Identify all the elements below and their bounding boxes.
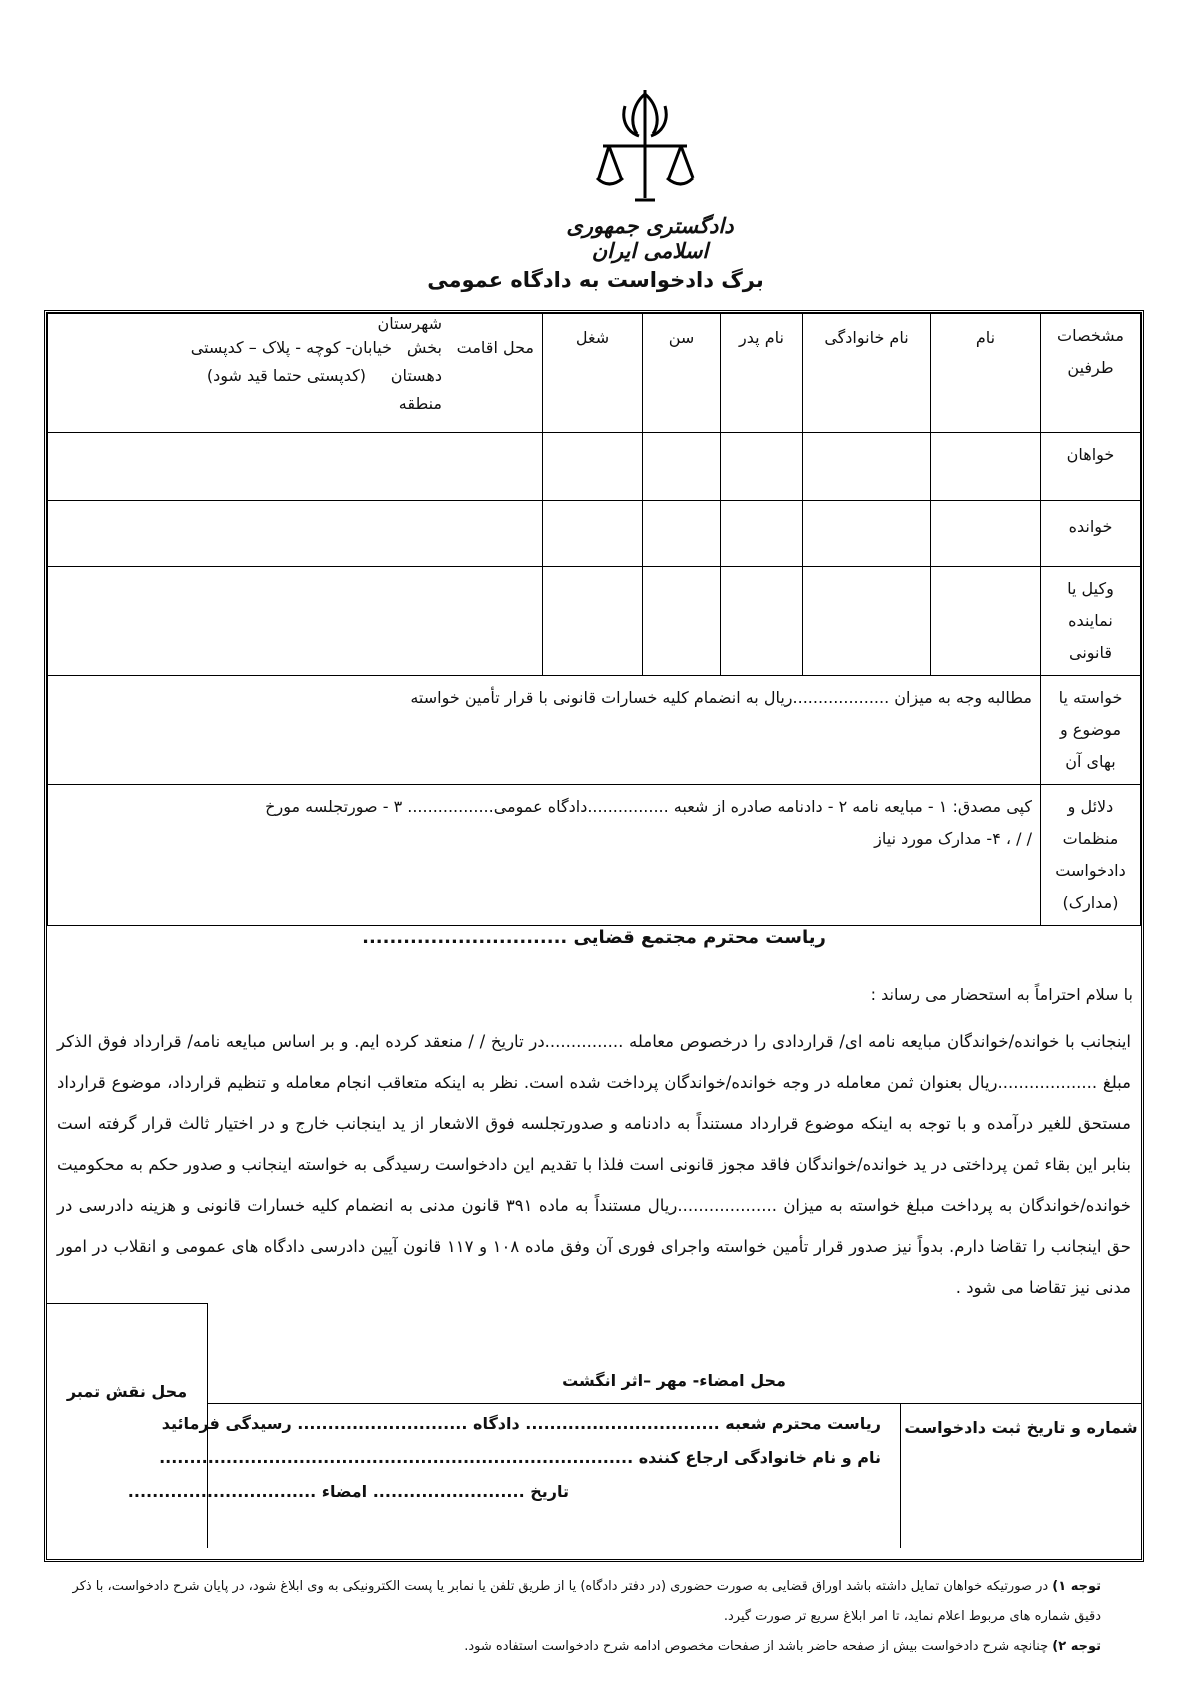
defendant-father-name[interactable] [721, 501, 803, 567]
form-title: برگ دادخواست به دادگاه عمومی [427, 268, 764, 292]
residence-rural: دهستان [390, 366, 442, 385]
attorney-residence[interactable] [48, 567, 543, 676]
evidence-text[interactable] [48, 785, 1041, 926]
referral-line-2: نام و نام خانوادگی ارجاع کننده .............................................................................. [159, 1448, 881, 1467]
footnotes [60, 1572, 1101, 1662]
signature-section [47, 1303, 1141, 1561]
registration-label: شماره و تاریخ ثبت دادخواست [904, 1418, 1138, 1437]
parties-table [47, 313, 1141, 926]
registration-box [900, 1404, 1141, 1548]
evidence-line-2: / / ، ۴- مدارک مورد نیاز [874, 829, 1032, 848]
note-1-label: توجه ۱) [1052, 1579, 1101, 1594]
note-2 [60, 1632, 1101, 1662]
iran-emblem-scales-icon [595, 86, 695, 216]
addressee: ریاست محترم مجتمع قضایی .............................. [362, 927, 826, 948]
parties-header-label: مشخصات طرفین [1041, 314, 1141, 433]
attorney-occupation[interactable] [543, 567, 643, 676]
petition-text[interactable]: اینجانب با خوانده/خواندگان مبایعه نامه ای/ قراردادی را درخصوص معامله ...............در تاریخ / / منعقد کرده ایم. و بر اساس مبایعه نامه/ قرارداد فوق الذکر مبلغ ...................ریال بعنوان ثمن معامله در وجه خوانده/خواندگان پرداخت شده است. نظر به اینکه متعاقب انجام معامله و تنظیم قرارداد، موضوع قرارداد مستحق للغیر درآمده و با توجه به اینکه موضوع قرارداد مستنداً به دادنامه و صدورتجلسه فوق الاشعار از ید اینجانب خارج و در اختیار ثالث قرار گرفته است بنابر این بقاء ثمن پرداختی در ید خوانده/خواندگان فاقد مجوز قانونی است فلذا با تقدیم این دادخواست رسیدگی به خواسته اینجانب و صدور حکم به محکومیت خوانده/خواندگان به پرداخت مبلغ خواسته به میزان ...................ریال مستنداً به ماده ۳۹۱ قانون مدنی به انضمام کلیه خسارات قانونی و هزینه دادرسی در حق اینجانب را تقاضا دارم. بدواً نیز صدور قرار تأمین خواسته واجرای فوری آن وفق ماده ۱۰۸ و ۱۱۷ قانون آیین دادرسی دادگاه های عمومی و انقلاب در امور مدنی نیز تقاضا می شود . [57, 1032, 1132, 1297]
residence-header [48, 314, 543, 433]
evidence-label: دلائل و منظمات دادخواست (مدارک) [1041, 785, 1141, 926]
age-header: سن [643, 314, 721, 433]
residence-district: بخش [406, 338, 442, 357]
residence-region: منطقه [398, 394, 442, 413]
defendant-label: خوانده [1041, 501, 1141, 567]
defendant-residence[interactable] [48, 501, 543, 567]
plaintiff-age[interactable] [643, 433, 721, 501]
note-1-text: در صورتیکه خواهان تمایل داشته باشد اوراق قضایی به صورت حضوری (در دفتر دادگاه) یا از طریق تلفن یا نمابر یا پست الکترونیکی به وی ابلاغ شود، در پایان شرح دادخواست، با ذکر دقیق شماره های مربوط اعلام نماید، تا امر ابلاغ سریع تر صورت گیرد. [72, 1579, 1101, 1624]
residence-street: خیابان- کوچه - پلاک – کدپستی [190, 338, 392, 357]
plaintiff-last-name[interactable] [803, 433, 931, 501]
residence-postal-note: (کدپستی حتما قید شود) [206, 366, 366, 385]
claim-label: خواسته یا موضوع و بهای آن [1041, 676, 1141, 785]
claim-text[interactable]: مطالبه وجه به میزان ...................ریال به انضمام کلیه خسارات قانونی با قرار تأمین خواسته [48, 676, 1041, 785]
evidence-line-1: کپی مصدق: ۱ - مبایعه نامه ۲ - دادنامه صادره از شعبه ................دادگاه عمومی................. ۳ - صورتجلسه مورخ [265, 797, 1032, 816]
table-row [48, 567, 1141, 676]
plaintiff-residence[interactable] [48, 433, 543, 501]
plaintiff-father-name[interactable] [721, 433, 803, 501]
referral-line-3: تاریخ ......................... امضاء ............................... [127, 1482, 569, 1501]
salutation: با سلام احتراماً به استحضار می رساند : [870, 985, 1133, 1004]
office-section [127, 1403, 1141, 1548]
plaintiff-occupation[interactable] [543, 433, 643, 501]
note-1 [60, 1572, 1101, 1632]
father-name-header: نام پدر [721, 314, 803, 433]
attorney-label: وکیل یا نماینده قانونی [1041, 567, 1141, 676]
attorney-age[interactable] [643, 567, 721, 676]
attorney-last-name[interactable] [803, 567, 931, 676]
table-row [48, 501, 1141, 567]
defendant-first-name[interactable] [931, 501, 1041, 567]
claim-row [48, 676, 1141, 785]
note-2-text: چنانچه شرح دادخواست بیش از صفحه حاضر باشد از صفحات مخصوص ادامه شرح دادخواست استفاده شود. [464, 1639, 1053, 1654]
plaintiff-first-name[interactable] [931, 433, 1041, 501]
table-row [48, 433, 1141, 501]
occupation-header: شغل [543, 314, 643, 433]
note-2-label: توجه ۲) [1052, 1639, 1101, 1654]
plaintiff-label: خواهان [1041, 433, 1141, 501]
last-name-header: نام خانوادگی [803, 314, 931, 433]
defendant-age[interactable] [643, 501, 721, 567]
organization-name: دادگستری جمهوری اسلامی ایران [566, 213, 734, 263]
petition-form [44, 310, 1144, 1562]
sign-place-label: محل امضاء- مهر –اثر انگشت [562, 1371, 786, 1390]
petition-body [47, 913, 1141, 1313]
evidence-row [48, 785, 1141, 926]
residence-label: محل اقامت [456, 338, 534, 357]
stamp-place-label: محل نقش تمبر [66, 1382, 188, 1401]
defendant-occupation[interactable] [543, 501, 643, 567]
page-header [0, 78, 1191, 263]
attorney-father-name[interactable] [721, 567, 803, 676]
first-name-header: نام [931, 314, 1041, 433]
residence-city: شهرستان [377, 314, 442, 333]
defendant-last-name[interactable] [803, 501, 931, 567]
table-header-row [48, 314, 1141, 433]
attorney-first-name[interactable] [931, 567, 1041, 676]
referral-line-1: ریاست محترم شعبه ................................ دادگاه ............................ رسیدگی فرمائید [161, 1414, 881, 1433]
